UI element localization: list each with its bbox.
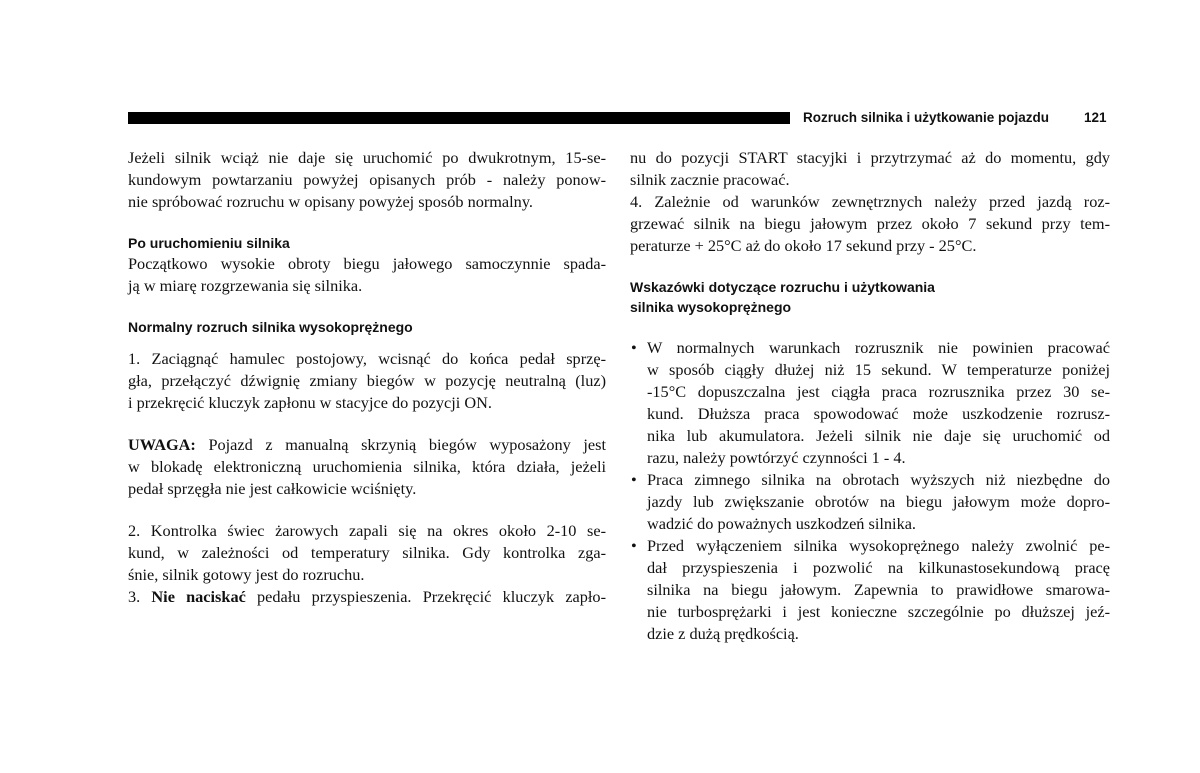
step-3-continued: nu do pozycji START stacyjki i przytrzymać aż do momentu, gdy silnik zacznie pracować. (630, 148, 1110, 189)
heading-tips: Wskazówki dotyczące rozruchu i użytkowania silnika wysokoprężnego (630, 279, 935, 315)
right-column (630, 147, 1110, 645)
page-number: 121 (1084, 110, 1107, 125)
paragraph-retry: Jeżeli silnik wciąż nie daje się uruchomić po dwukrotnym, 15-se- kundowym powtarzaniu powyżej opisanych prób - należy ponow- nie spróbować rozruchu w opisany powyżej sposób normalny. (128, 148, 606, 211)
list-item: • Przed wyłączeniem silnika wysokoprężnego należy zwolnić pe- dał przyspieszenia i pozwolić na kilkunastosekundową pracę silnika na biegu jałowym. Zapewnia to prawidłowe smarowa- nie turbosprężarki i jest konieczne szczególnie po dłuższej jeź- dzie z dużą prędkością. (630, 535, 1110, 645)
tips-list (630, 337, 1110, 645)
step-1: 1. Zaciągnąć hamulec postojowy, wcisnąć do końca pedał sprzę- gła, przełączyć dźwignię zmiany biegów w pozycję neutralną (luz) i przekręcić kluczyk zapłonu w stacyjce do pozycji ON. (128, 349, 606, 412)
heading-diesel-start: Normalny rozruch silnika wysokoprężnego (128, 319, 413, 335)
paragraph-idle: Początkowo wysokie obroty biegu jałowego samoczynnie spada- ją w miarę rozgrzewania się silnika. (128, 254, 606, 295)
left-column (128, 147, 606, 608)
step-3: 3. Nie naciskać pedału przyspieszenia. Przekręcić kluczyk zapło- (128, 587, 606, 606)
running-header-title: Rozruch silnika i użytkowanie pojazdu (803, 110, 1050, 125)
header-rule (128, 112, 790, 124)
heading-after-start: Po uruchomieniu silnika (128, 235, 290, 251)
note-paragraph: UWAGA: Pojazd z manualną skrzynią biegów wyposażony jest w blokadę elektroniczną uruchomienia silnika, która działa, jeżeli pedał sprzęgła nie jest całkowicie wciśnięty. (128, 435, 606, 498)
list-item: • Praca zimnego silnika na obrotach wyższych niż niezbędne do jazdy lub zwiększanie obrotów na biegu jałowym może dopro- wadzić do poważnych uszkodzeń silnika. (630, 469, 1110, 535)
step-2: 2. Kontrolka świec żarowych zapali się na okres około 2-10 se- kund, w zależności od temperatury silnika. Gdy kontrolka zga- śnie, silnik gotowy jest do rozruchu. (128, 521, 606, 584)
step-4: 4. Zależnie od warunków zewnętrznych należy przed jazdą roz- grzewać silnik na biegu jałowym przez około 7 sekund przy tem- peraturze + 25°C aż do około 17 sekund przy - 25°C. (630, 192, 1110, 255)
note-label: UWAGA: (128, 435, 196, 454)
list-item: • W normalnych warunkach rozrusznik nie powinien pracować w sposób ciągły dłużej niż 15 sekund. W temperaturze poniżej -15°C dopuszczalna jest ciągła praca rozrusznika przez 30 se- kund. Dłuższa praca spowodować może uszkodzenie rozrusz- nika lub akumulatora. Jeżeli silnik nie daje się uruchomić od razu, należy powtórzyć czynności 1 - 4. (630, 337, 1110, 469)
